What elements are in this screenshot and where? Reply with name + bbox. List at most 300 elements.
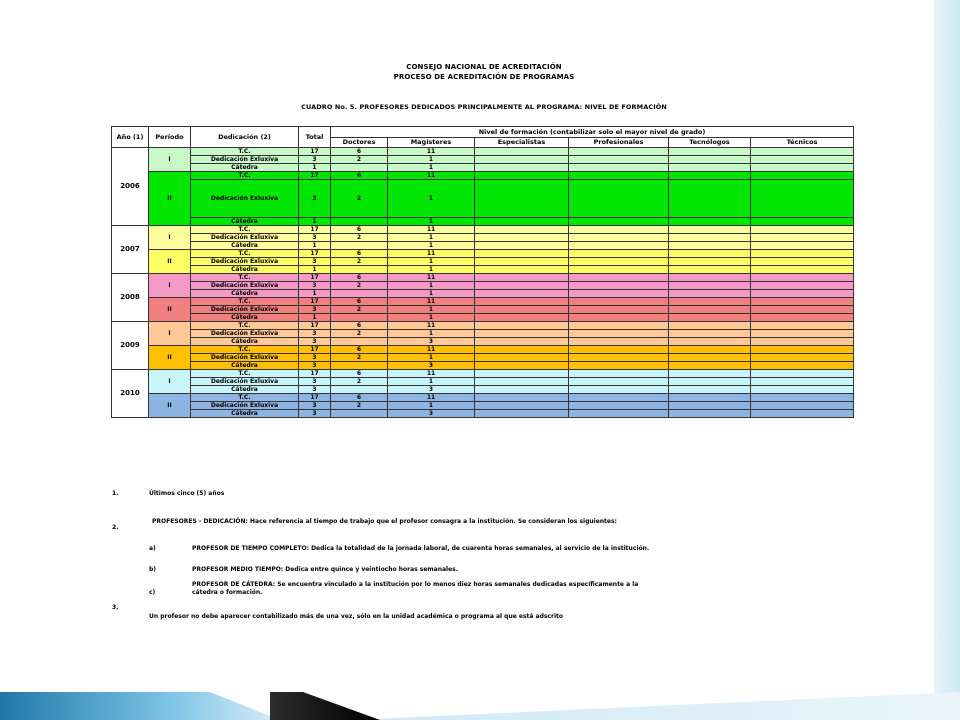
empty-level-cell xyxy=(751,314,854,322)
magisteres-cell: 11 xyxy=(388,274,475,282)
empty-level-cell xyxy=(569,180,669,218)
empty-level-cell xyxy=(475,394,569,402)
doctores-cell xyxy=(331,338,388,346)
total-cell: 17 xyxy=(299,226,331,234)
empty-level-cell xyxy=(475,330,569,338)
slide-bottom-decoration xyxy=(0,692,960,720)
empty-level-cell xyxy=(569,250,669,258)
magisteres-cell: 1 xyxy=(388,180,475,218)
empty-level-cell xyxy=(751,282,854,290)
empty-level-cell xyxy=(569,156,669,164)
empty-level-cell xyxy=(669,290,751,298)
header-dedication: Dedicación (2) xyxy=(191,127,299,148)
doctores-cell xyxy=(331,266,388,274)
period-cell: I xyxy=(149,370,191,394)
empty-level-cell xyxy=(475,242,569,250)
empty-level-cell xyxy=(475,306,569,314)
table-row xyxy=(112,386,854,394)
empty-level-cell xyxy=(669,226,751,234)
magisteres-cell: 3 xyxy=(388,362,475,370)
empty-level-cell xyxy=(669,346,751,354)
doctores-cell: 2 xyxy=(331,234,388,242)
empty-level-cell xyxy=(569,370,669,378)
empty-level-cell xyxy=(475,226,569,234)
doctores-cell: 2 xyxy=(331,180,388,218)
empty-level-cell xyxy=(669,378,751,386)
total-cell: 17 xyxy=(299,274,331,282)
dedication-cell: T.C. xyxy=(191,274,299,282)
empty-level-cell xyxy=(751,242,854,250)
note-b-text: PROFESOR MEDIO TIEMPO: Dedica entre quince y veintiocho horas semanales. xyxy=(192,566,459,573)
doctores-cell: 2 xyxy=(331,306,388,314)
empty-level-cell xyxy=(569,378,669,386)
empty-level-cell xyxy=(475,378,569,386)
empty-level-cell xyxy=(751,180,854,218)
empty-level-cell xyxy=(669,402,751,410)
empty-level-cell xyxy=(669,164,751,172)
empty-level-cell xyxy=(569,306,669,314)
dedication-cell: T.C. xyxy=(191,226,299,234)
empty-level-cell xyxy=(669,362,751,370)
total-cell: 1 xyxy=(299,314,331,322)
empty-level-cell xyxy=(669,274,751,282)
empty-level-cell xyxy=(751,164,854,172)
empty-level-cell xyxy=(569,410,669,418)
empty-level-cell xyxy=(669,156,751,164)
empty-level-cell xyxy=(669,258,751,266)
doctores-cell: 6 xyxy=(331,148,388,156)
magisteres-cell: 11 xyxy=(388,370,475,378)
empty-level-cell xyxy=(751,226,854,234)
empty-level-cell xyxy=(751,362,854,370)
empty-level-cell xyxy=(569,282,669,290)
dedication-cell: T.C. xyxy=(191,394,299,402)
note-1-text: Últimos cinco (5) años xyxy=(149,490,225,497)
table-row xyxy=(112,298,854,306)
header-level-col: Profesionales xyxy=(569,138,669,148)
table-row xyxy=(112,290,854,298)
header-level-col: Magísteres xyxy=(388,138,475,148)
dedication-cell: T.C. xyxy=(191,322,299,330)
doctores-cell xyxy=(331,218,388,226)
header-year: Año (1) xyxy=(112,127,149,148)
doctores-cell: 2 xyxy=(331,282,388,290)
empty-level-cell xyxy=(751,354,854,362)
year-cell: 2006 xyxy=(112,148,149,226)
empty-level-cell xyxy=(669,172,751,180)
note-3-text: Un profesor no debe aparecer contabilizado más de una vez, sólo en la unidad académica o programa al que está adscrito xyxy=(149,613,563,620)
dedication-cell: Dedicación Exluxiva xyxy=(191,156,299,164)
dedication-cell: T.C. xyxy=(191,148,299,156)
total-cell: 17 xyxy=(299,370,331,378)
period-cell: II xyxy=(149,250,191,274)
empty-level-cell xyxy=(475,314,569,322)
dedication-cell: Cátedra xyxy=(191,386,299,394)
header-level-col: Doctores xyxy=(331,138,388,148)
note-c-text-1: PROFESOR DE CÁTEDRA: Se encuentra vinculado a la institución por lo menos diez horas semanales dedicadas específicamente a la xyxy=(192,581,639,588)
empty-level-cell xyxy=(751,402,854,410)
empty-level-cell xyxy=(569,234,669,242)
dedication-cell: T.C. xyxy=(191,346,299,354)
note-1-number: 1. xyxy=(112,490,119,497)
empty-level-cell xyxy=(569,362,669,370)
magisteres-cell: 11 xyxy=(388,172,475,180)
doctores-cell xyxy=(331,410,388,418)
magisteres-cell: 1 xyxy=(388,314,475,322)
magisteres-cell: 1 xyxy=(388,378,475,386)
doctores-cell xyxy=(331,242,388,250)
table-row xyxy=(112,156,854,164)
empty-level-cell xyxy=(751,156,854,164)
empty-level-cell xyxy=(569,226,669,234)
table-row xyxy=(112,258,854,266)
doctores-cell: 6 xyxy=(331,370,388,378)
empty-level-cell xyxy=(475,266,569,274)
magisteres-cell: 11 xyxy=(388,148,475,156)
note-c-text-2: cátedra o formación. xyxy=(192,589,263,596)
empty-level-cell xyxy=(669,394,751,402)
header-level: Nivel de formación (contabilizar solo el mayor nivel de grado) xyxy=(331,127,854,138)
empty-level-cell xyxy=(669,314,751,322)
doctores-cell: 2 xyxy=(331,156,388,164)
empty-level-cell xyxy=(475,386,569,394)
period-cell: I xyxy=(149,322,191,346)
period-cell: I xyxy=(149,148,191,172)
total-cell: 1 xyxy=(299,290,331,298)
table-row xyxy=(112,314,854,322)
empty-level-cell xyxy=(569,346,669,354)
empty-level-cell xyxy=(669,386,751,394)
table-row xyxy=(112,322,854,330)
magisteres-cell: 1 xyxy=(388,290,475,298)
deco-dark-band xyxy=(270,692,380,720)
empty-level-cell xyxy=(751,298,854,306)
total-cell: 3 xyxy=(299,362,331,370)
empty-level-cell xyxy=(669,148,751,156)
magisteres-cell: 1 xyxy=(388,234,475,242)
empty-level-cell xyxy=(569,266,669,274)
dedication-cell: T.C. xyxy=(191,172,299,180)
table-row xyxy=(112,370,854,378)
doctores-cell: 6 xyxy=(331,172,388,180)
magisteres-cell: 1 xyxy=(388,156,475,164)
doctores-cell: 2 xyxy=(331,402,388,410)
magisteres-cell: 1 xyxy=(388,306,475,314)
period-cell: II xyxy=(149,172,191,226)
magisteres-cell: 1 xyxy=(388,242,475,250)
empty-level-cell xyxy=(475,370,569,378)
empty-level-cell xyxy=(751,378,854,386)
dedication-cell: Cátedra xyxy=(191,218,299,226)
empty-level-cell xyxy=(751,410,854,418)
empty-level-cell xyxy=(751,338,854,346)
empty-level-cell xyxy=(475,346,569,354)
empty-level-cell xyxy=(475,410,569,418)
table-row xyxy=(112,172,854,180)
dedication-cell: T.C. xyxy=(191,298,299,306)
empty-level-cell xyxy=(569,148,669,156)
doctores-cell: 2 xyxy=(331,330,388,338)
empty-level-cell xyxy=(475,290,569,298)
empty-level-cell xyxy=(751,274,854,282)
total-cell: 1 xyxy=(299,266,331,274)
dedication-cell: T.C. xyxy=(191,370,299,378)
table-row xyxy=(112,274,854,282)
empty-level-cell xyxy=(475,362,569,370)
empty-level-cell xyxy=(669,330,751,338)
empty-level-cell xyxy=(751,250,854,258)
empty-level-cell xyxy=(569,298,669,306)
total-cell: 17 xyxy=(299,148,331,156)
empty-level-cell xyxy=(475,402,569,410)
dedication-cell: Cátedra xyxy=(191,314,299,322)
empty-level-cell xyxy=(751,394,854,402)
magisteres-cell: 1 xyxy=(388,258,475,266)
empty-level-cell xyxy=(475,322,569,330)
total-cell: 3 xyxy=(299,180,331,218)
empty-level-cell xyxy=(751,322,854,330)
doctores-cell: 6 xyxy=(331,394,388,402)
magisteres-cell: 1 xyxy=(388,266,475,274)
table-row xyxy=(112,346,854,354)
empty-level-cell xyxy=(475,234,569,242)
dedication-cell: Dedicación Exluxiva xyxy=(191,354,299,362)
magisteres-cell: 3 xyxy=(388,410,475,418)
dedication-cell: Cátedra xyxy=(191,242,299,250)
total-cell: 3 xyxy=(299,378,331,386)
slide-right-accent xyxy=(934,0,960,700)
table-caption: CUADRO No. 5. PROFESORES DEDICADOS PRINCIPALMENTE AL PROGRAMA: NIVEL DE FORMACIÓN xyxy=(301,103,667,111)
total-cell: 3 xyxy=(299,306,331,314)
table-row xyxy=(112,266,854,274)
doctores-cell xyxy=(331,314,388,322)
empty-level-cell xyxy=(751,258,854,266)
magisteres-cell: 1 xyxy=(388,330,475,338)
doctores-cell xyxy=(331,290,388,298)
empty-level-cell xyxy=(751,330,854,338)
empty-level-cell xyxy=(669,180,751,218)
doctores-cell xyxy=(331,164,388,172)
doctores-cell: 6 xyxy=(331,274,388,282)
empty-level-cell xyxy=(569,322,669,330)
empty-level-cell xyxy=(669,338,751,346)
deco-blue-band xyxy=(0,692,280,720)
table-row xyxy=(112,180,854,218)
magisteres-cell: 11 xyxy=(388,298,475,306)
empty-level-cell xyxy=(569,164,669,172)
faculty-table xyxy=(111,126,854,418)
empty-level-cell xyxy=(475,354,569,362)
dedication-cell: Cátedra xyxy=(191,338,299,346)
dedication-cell: Dedicación Exluxiva xyxy=(191,378,299,386)
year-cell: 2009 xyxy=(112,322,149,370)
doctores-cell: 6 xyxy=(331,346,388,354)
period-cell: II xyxy=(149,346,191,370)
empty-level-cell xyxy=(475,180,569,218)
table-row xyxy=(112,306,854,314)
empty-level-cell xyxy=(569,338,669,346)
total-cell: 1 xyxy=(299,218,331,226)
empty-level-cell xyxy=(475,250,569,258)
year-cell: 2008 xyxy=(112,274,149,322)
dedication-cell: Dedicación Exluxiva xyxy=(191,330,299,338)
total-cell: 17 xyxy=(299,298,331,306)
table-row xyxy=(112,362,854,370)
table-row xyxy=(112,354,854,362)
slide-left-margin xyxy=(0,0,34,720)
note-a-text: PROFESOR DE TIEMPO COMPLETO: Dedica la totalidad de la jornada laboral, de cuarenta horas semanales, al servicio de la institución. xyxy=(192,545,650,552)
table-row xyxy=(112,378,854,386)
empty-level-cell xyxy=(569,258,669,266)
empty-level-cell xyxy=(751,148,854,156)
dedication-cell: Dedicación Exluxiva xyxy=(191,282,299,290)
magisteres-cell: 1 xyxy=(388,402,475,410)
empty-level-cell xyxy=(669,266,751,274)
table-row xyxy=(112,242,854,250)
empty-level-cell xyxy=(569,172,669,180)
dedication-cell: Cátedra xyxy=(191,290,299,298)
note-a-label: a) xyxy=(149,545,156,552)
dedication-cell: Dedicación Exluxiva xyxy=(191,180,299,218)
dedication-cell: Dedicación Exluxiva xyxy=(191,258,299,266)
deco-light-band xyxy=(350,692,960,720)
empty-level-cell xyxy=(669,298,751,306)
total-cell: 1 xyxy=(299,164,331,172)
table-row xyxy=(112,250,854,258)
magisteres-cell: 1 xyxy=(388,282,475,290)
doc-heading-process: PROCESO DE ACREDITACIÓN DE PROGRAMAS xyxy=(393,73,575,81)
period-cell: I xyxy=(149,274,191,298)
dedication-cell: Dedicación Exluxiva xyxy=(191,234,299,242)
empty-level-cell xyxy=(475,164,569,172)
empty-level-cell xyxy=(751,266,854,274)
total-cell: 3 xyxy=(299,234,331,242)
empty-level-cell xyxy=(751,346,854,354)
magisteres-cell: 11 xyxy=(388,346,475,354)
empty-level-cell xyxy=(669,250,751,258)
empty-level-cell xyxy=(569,354,669,362)
empty-level-cell xyxy=(669,242,751,250)
empty-level-cell xyxy=(569,314,669,322)
total-cell: 17 xyxy=(299,250,331,258)
total-cell: 3 xyxy=(299,330,331,338)
period-cell: II xyxy=(149,394,191,418)
empty-level-cell xyxy=(751,218,854,226)
table-row xyxy=(112,410,854,418)
table-row xyxy=(112,148,854,156)
empty-level-cell xyxy=(669,370,751,378)
table-row xyxy=(112,226,854,234)
header-period: Período xyxy=(149,127,191,148)
doctores-cell: 2 xyxy=(331,354,388,362)
empty-level-cell xyxy=(475,258,569,266)
empty-level-cell xyxy=(475,172,569,180)
doctores-cell: 2 xyxy=(331,378,388,386)
empty-level-cell xyxy=(669,410,751,418)
empty-level-cell xyxy=(569,290,669,298)
table-row xyxy=(112,330,854,338)
total-cell: 3 xyxy=(299,354,331,362)
total-cell: 17 xyxy=(299,322,331,330)
dedication-cell: Cátedra xyxy=(191,266,299,274)
doctores-cell: 6 xyxy=(331,322,388,330)
empty-level-cell xyxy=(751,172,854,180)
note-c-label: c) xyxy=(149,589,156,596)
empty-level-cell xyxy=(569,402,669,410)
empty-level-cell xyxy=(475,218,569,226)
period-cell: II xyxy=(149,298,191,322)
year-cell: 2010 xyxy=(112,370,149,418)
doctores-cell: 6 xyxy=(331,298,388,306)
empty-level-cell xyxy=(751,370,854,378)
empty-level-cell xyxy=(669,282,751,290)
doctores-cell: 2 xyxy=(331,258,388,266)
total-cell: 17 xyxy=(299,172,331,180)
dedication-cell: Dedicación Exluxiva xyxy=(191,402,299,410)
table-row xyxy=(112,282,854,290)
empty-level-cell xyxy=(751,290,854,298)
empty-level-cell xyxy=(475,156,569,164)
dedication-cell: Cátedra xyxy=(191,410,299,418)
empty-level-cell xyxy=(669,234,751,242)
note-b-label: b) xyxy=(149,566,157,573)
doctores-cell xyxy=(331,362,388,370)
header-level-col: Especialistas xyxy=(475,138,569,148)
empty-level-cell xyxy=(475,338,569,346)
table-row xyxy=(112,338,854,346)
empty-level-cell xyxy=(569,218,669,226)
empty-level-cell xyxy=(669,354,751,362)
empty-level-cell xyxy=(475,148,569,156)
total-cell: 3 xyxy=(299,402,331,410)
period-cell: I xyxy=(149,226,191,250)
total-cell: 3 xyxy=(299,338,331,346)
table-row xyxy=(112,402,854,410)
empty-level-cell xyxy=(669,306,751,314)
magisteres-cell: 3 xyxy=(388,386,475,394)
empty-level-cell xyxy=(669,322,751,330)
year-cell: 2007 xyxy=(112,226,149,274)
empty-level-cell xyxy=(475,298,569,306)
header-total: Total xyxy=(299,127,331,148)
magisteres-cell: 11 xyxy=(388,322,475,330)
note-2-number: 2. xyxy=(112,524,119,531)
dedication-cell: T.C. xyxy=(191,250,299,258)
empty-level-cell xyxy=(669,218,751,226)
magisteres-cell: 1 xyxy=(388,218,475,226)
magisteres-cell: 3 xyxy=(388,338,475,346)
empty-level-cell xyxy=(751,386,854,394)
magisteres-cell: 11 xyxy=(388,250,475,258)
note-3-number: 3. xyxy=(112,604,119,611)
table-row xyxy=(112,394,854,402)
empty-level-cell xyxy=(569,330,669,338)
empty-level-cell xyxy=(751,234,854,242)
dedication-cell: Cátedra xyxy=(191,362,299,370)
empty-level-cell xyxy=(751,306,854,314)
magisteres-cell: 11 xyxy=(388,226,475,234)
table-row xyxy=(112,218,854,226)
header-level-col: Técnicos xyxy=(751,138,854,148)
total-cell: 17 xyxy=(299,394,331,402)
table-row xyxy=(112,234,854,242)
header-level-col: Tecnólogos xyxy=(669,138,751,148)
empty-level-cell xyxy=(475,282,569,290)
total-cell: 3 xyxy=(299,282,331,290)
table-row xyxy=(112,164,854,172)
doctores-cell: 6 xyxy=(331,226,388,234)
total-cell: 1 xyxy=(299,242,331,250)
